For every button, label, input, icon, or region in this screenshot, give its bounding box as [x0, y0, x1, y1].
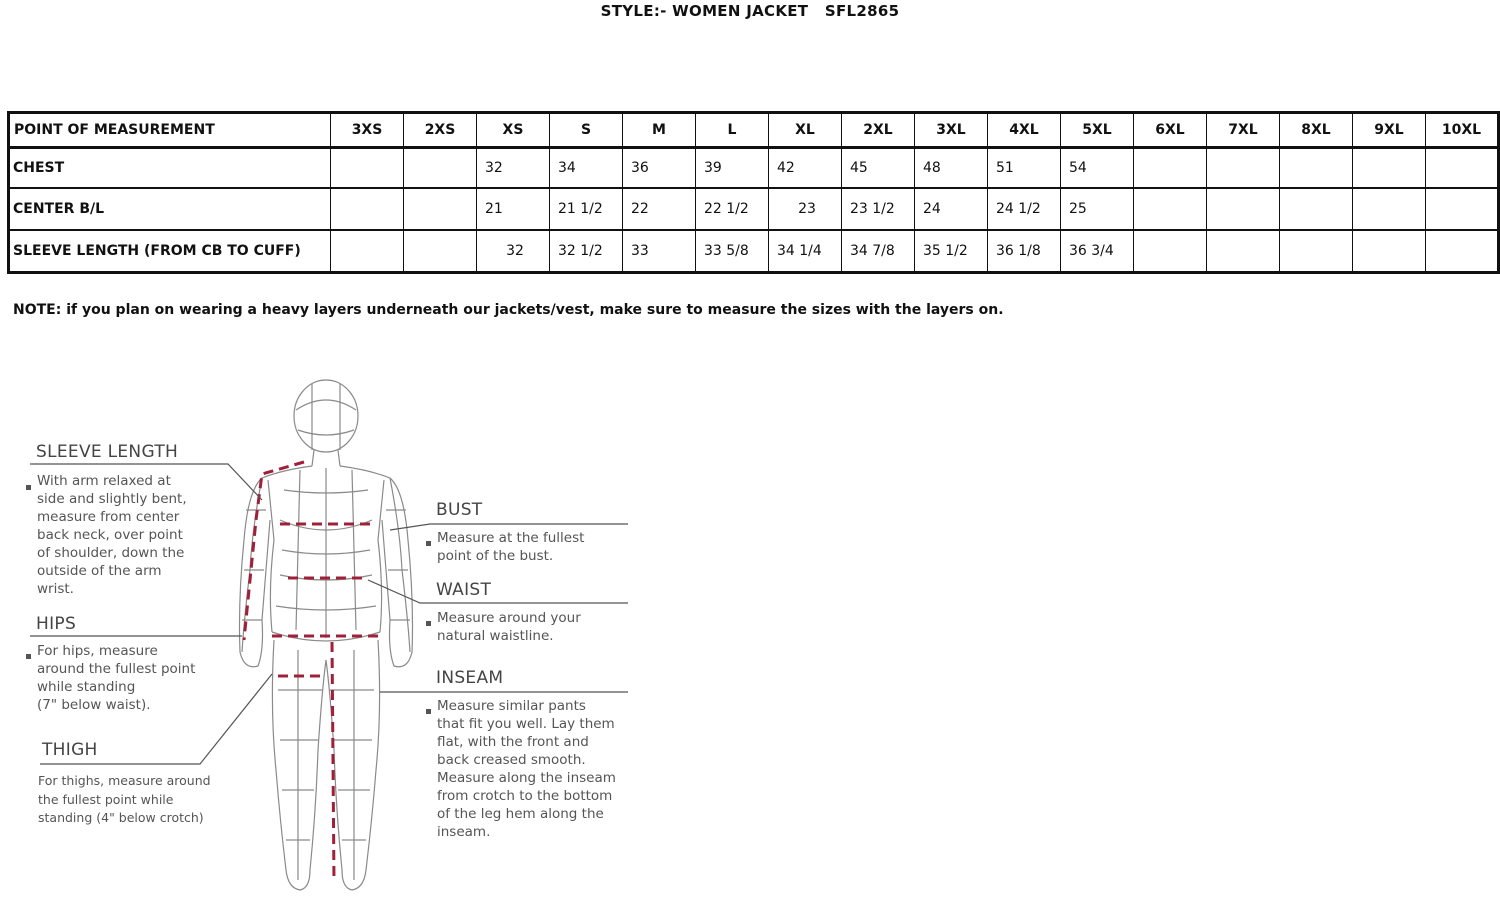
bullet-icon: [426, 541, 431, 546]
table-cell: [1280, 188, 1353, 230]
size-header: 8XL: [1280, 113, 1353, 148]
text-line: back creased smooth.: [437, 752, 586, 768]
text-line: Measure along the inseam: [437, 770, 616, 786]
sleeve-length-heading: SLEEVE LENGTH: [36, 442, 179, 462]
table-cell: 36 3/4: [1061, 230, 1134, 273]
text-line: flat, with the front and: [437, 734, 589, 750]
table-cell: [1207, 188, 1280, 230]
row-label: CENTER B/L: [9, 188, 331, 230]
table-cell: [404, 230, 477, 273]
table-cell: 21 1/2: [550, 188, 623, 230]
text-line: that fit you well. Lay them: [437, 716, 615, 732]
text-line: inseam.: [437, 824, 491, 840]
table-cell: 33: [623, 230, 696, 273]
size-header: 3XS: [331, 113, 404, 148]
text-line: Measure around your: [437, 610, 581, 626]
text-line: the fullest point while: [38, 791, 174, 807]
text-line: For thighs, measure around: [38, 773, 211, 788]
table-cell: 32 1/2: [550, 230, 623, 273]
waist-heading: WAIST: [436, 580, 492, 600]
table-cell: 48: [915, 148, 988, 189]
size-header: 10XL: [1426, 113, 1499, 148]
size-header: 4XL: [988, 113, 1061, 148]
table-cell: 32: [477, 148, 550, 189]
table-cell: 42: [769, 148, 842, 189]
table-row-chest: [9, 148, 1499, 189]
table-cell: 21: [477, 188, 550, 230]
text-line: Measure similar pants: [437, 698, 586, 714]
text-line: measure from center: [37, 509, 180, 525]
table-cell: [1426, 148, 1499, 189]
table-cell: [1426, 188, 1499, 230]
table-cell: 39: [696, 148, 769, 189]
table-cell: 32: [477, 230, 550, 273]
size-header: XS: [477, 113, 550, 148]
table-cell: [1207, 148, 1280, 189]
style-label: STYLE:- WOMEN JACKET: [600, 2, 809, 20]
size-header: 3XL: [915, 113, 988, 148]
text-line: wrist.: [37, 581, 74, 597]
text-line: of shoulder, down the: [37, 545, 185, 561]
layering-note: NOTE: if you plan on wearing a heavy layers underneath our jackets/vest, make sure to measure the sizes with the layers on.: [13, 302, 1004, 318]
text-line: Measure at the fullest: [437, 530, 585, 546]
text-line: point of the bust.: [437, 548, 554, 564]
size-header-row: [9, 113, 1499, 148]
text-line: natural waistline.: [437, 628, 554, 644]
row-label: SLEEVE LENGTH (FROM CB TO CUFF): [9, 230, 331, 273]
table-cell: 34 7/8: [842, 230, 915, 273]
bust-heading: BUST: [436, 500, 483, 520]
size-header: 5XL: [1061, 113, 1134, 148]
thigh-heading: THIGH: [42, 740, 98, 760]
bullet-icon: [426, 621, 431, 626]
row-label: CHEST: [9, 148, 331, 189]
table-cell: [1280, 230, 1353, 273]
table-cell: [404, 148, 477, 189]
table-cell: 33 5/8: [696, 230, 769, 273]
size-header: L: [696, 113, 769, 148]
text-line: while standing: [37, 679, 136, 695]
table-cell: 35 1/2: [915, 230, 988, 273]
table-cell: [331, 188, 404, 230]
header-point-of-measurement: POINT OF MEASUREMENT: [9, 113, 331, 148]
hips-text: [37, 642, 195, 714]
size-header: XL: [769, 113, 842, 148]
table-cell: 54: [1061, 148, 1134, 189]
text-line: For hips, measure: [37, 643, 158, 659]
size-header: M: [623, 113, 696, 148]
style-code: SFL2865: [824, 2, 900, 20]
size-header: 2XS: [404, 113, 477, 148]
table-cell: [1426, 230, 1499, 273]
table-cell: [1134, 230, 1207, 273]
table-cell: 22 1/2: [696, 188, 769, 230]
text-line: With arm relaxed at: [37, 473, 171, 489]
table-cell: 22: [623, 188, 696, 230]
size-chart-table: [7, 111, 1500, 274]
table-cell: 23 1/2: [842, 188, 915, 230]
table-cell: 36 1/8: [988, 230, 1061, 273]
table-cell: 25: [1061, 188, 1134, 230]
table-cell: [1353, 230, 1426, 273]
size-header: 6XL: [1134, 113, 1207, 148]
table-cell: 24: [915, 188, 988, 230]
hips-heading: HIPS: [36, 614, 77, 634]
sleeve-length-text: [37, 472, 187, 598]
table-cell: 34: [550, 148, 623, 189]
size-header: 9XL: [1353, 113, 1426, 148]
text-line: (7" below waist).: [37, 697, 151, 713]
thigh-text: [38, 772, 211, 828]
bullet-icon: [26, 485, 31, 490]
text-line: standing (4" below crotch): [38, 810, 204, 825]
text-line: back neck, over point: [37, 527, 183, 543]
table-cell: [1353, 148, 1426, 189]
table-row-sleeve-length: [9, 230, 1499, 273]
bust-text: [437, 529, 584, 565]
table-cell: [1207, 230, 1280, 273]
size-header: 2XL: [842, 113, 915, 148]
text-line: around the fullest point: [37, 661, 196, 677]
text-line: of the leg hem along the: [437, 806, 604, 822]
table-cell: [404, 188, 477, 230]
bullet-icon: [426, 709, 431, 714]
inseam-text: [437, 697, 616, 841]
table-cell: [331, 230, 404, 273]
text-line: side and slightly bent,: [37, 491, 187, 507]
table-cell: 51: [988, 148, 1061, 189]
table-row-center-bl: [9, 188, 1499, 230]
table-cell: [1134, 188, 1207, 230]
bullet-icon: [26, 654, 31, 659]
table-cell: [331, 148, 404, 189]
text-line: from crotch to the bottom: [437, 788, 613, 804]
table-cell: [1353, 188, 1426, 230]
table-cell: 23: [769, 188, 842, 230]
measurement-guide: [0, 370, 660, 900]
table-cell: [1134, 148, 1207, 189]
text-line: outside of the arm: [37, 563, 162, 579]
table-cell: 34 1/4: [769, 230, 842, 273]
waist-text: [437, 609, 581, 645]
size-header: 7XL: [1207, 113, 1280, 148]
table-cell: 45: [842, 148, 915, 189]
inseam-heading: INSEAM: [436, 668, 504, 688]
table-cell: [1280, 148, 1353, 189]
table-cell: 24 1/2: [988, 188, 1061, 230]
page-title: [0, 2, 1500, 20]
table-cell: 36: [623, 148, 696, 189]
size-header: S: [550, 113, 623, 148]
